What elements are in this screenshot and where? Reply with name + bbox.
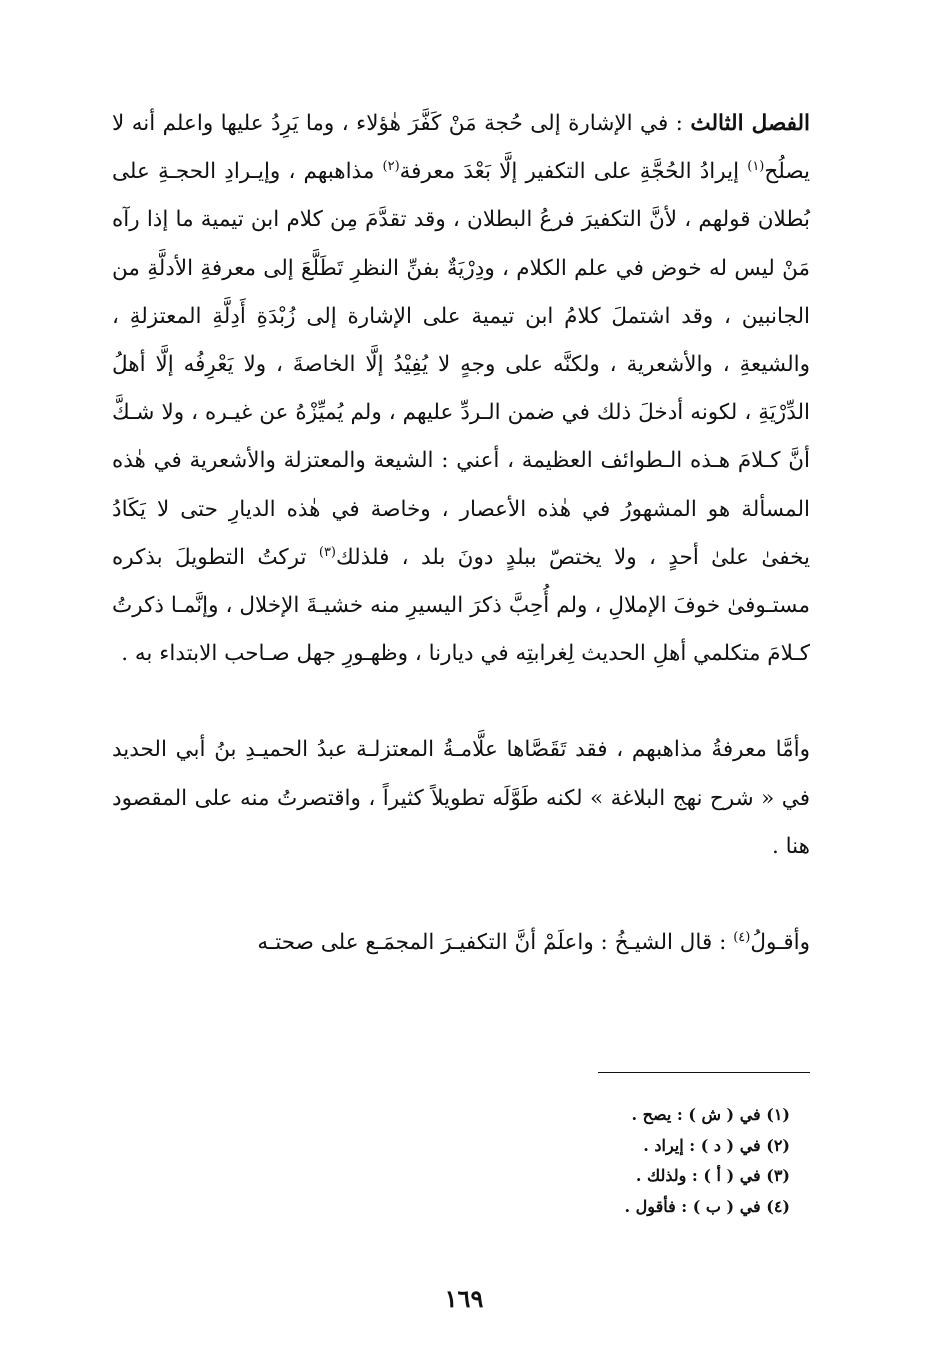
footnote-ref-4[interactable]: (٤) [733,929,751,945]
footnote-divider [598,1072,810,1073]
text-run: وأمَّا معرفةُ مذاهبهم ، فقد تَقَصَّاها علَّامـةُ المعتزلـة عبدُ الحميـدِ بنُ أبي الحديد في « شرح نهج البلاغة » لكنه طَوَّلَه تطويلاً كثيراً ، واقتصرتُ منه على المقصود هنا . [112,737,810,859]
main-text [112,100,810,967]
footnotes [430,1100,790,1222]
footnote-ref-1[interactable]: (١) [747,159,765,175]
footnote-4: (٤) في ( ب ) : فأقول . [624,1196,790,1216]
footnote-1: (١) في ( ش ) : يصح . [631,1105,790,1124]
footnote-2: (٢) في ( د ) : إيراد . [643,1135,790,1155]
text-run: مذاهبهم ، وإيـرادِ الحجـةِ على بُطلان قولهم ، لأنَّ التكفيرَ فرعُ البطلان ، وقد تقدَّمَ مِن كلام ابن تيمية ما إذا رآه مَنْ ليس له خوض في علم الكلام ، ودِرْيَةٌ بفنِّ النظرِ تَطَلَّعَ إلى معرفةِ الأدلَّةِ من الجانبين ، وقد اشتملَ كلامُ ابن تيمية على الإشارة إلى زُبْدَةِ أَدِلَّةِ المعتزلةِ ، والشيعةِ ، والأشعرية ، ولكنَّه على وجهٍ لا يُفِيْدُ إلَّا الخاصةَ ، ولا يَعْرِفُه إلَّا أهلُ الدِّرْيَةِ ، لكونه أدخلَ ذلك في ضمن الـردِّ عليهم ، ولم يُميِّزْهُ عن غيـره ، ولا شـكَّ أنَّ كـلامَ هـذه الـطوائف العظيمة ، أعني : الشيعة والمعتزلة والأشعرية في هٰذه المسألة هو المشهورُ في هٰذه الأعصار ، وخاصة في هٰذه الديارِ حتى لا يَكَادُ يخفىٰ علىٰ أحدٍ ، ولا يختصّ ببلدٍ دونَ بلد ، فلذلك [112,159,810,570]
text-run: وأقـولُ [750,930,810,956]
text-run: : في الإشارة إلى حُجة مَنْ كَفَّرَ هٰؤلاء ، وما يَرِدُ عليها واعلم أنه لا يصلُح [112,111,810,185]
footnote-ref-2[interactable]: (٢) [382,159,400,175]
section-heading: الفصل الثالث [690,111,811,136]
paragraph-2 [112,726,810,871]
paragraph-1 [112,100,810,678]
text-run: : قال الشيـخُ : واعلَمْ أنَّ التكفيـرَ المجمَـع على صحتـه [257,930,734,956]
footnote-ref-3[interactable]: (٣) [318,544,336,560]
paragraph-3 [112,919,810,967]
text-run: إيرادُ الحُجَّةِ على التكفير إلَّا بَعْدَ معرفة [399,159,748,185]
page-number: ١٦٩ [444,1284,484,1313]
text-run: تركتُ التطويلَ بذكره مستـوفىٰ خوفَ الإملالِ ، ولم أُحِبَّ ذكرَ اليسيرِ منه خشيـةَ الإخلال ، وإنَّمـا ذكرتُ كـلامَ متكلمي أهلِ الحديث لِغرابتِه في ديارنا ، وظهـورِ جهل صـاحب الابتداء به . [112,544,810,667]
footnote-3: (٣) في ( أ ) : ولذلك . [635,1166,790,1185]
